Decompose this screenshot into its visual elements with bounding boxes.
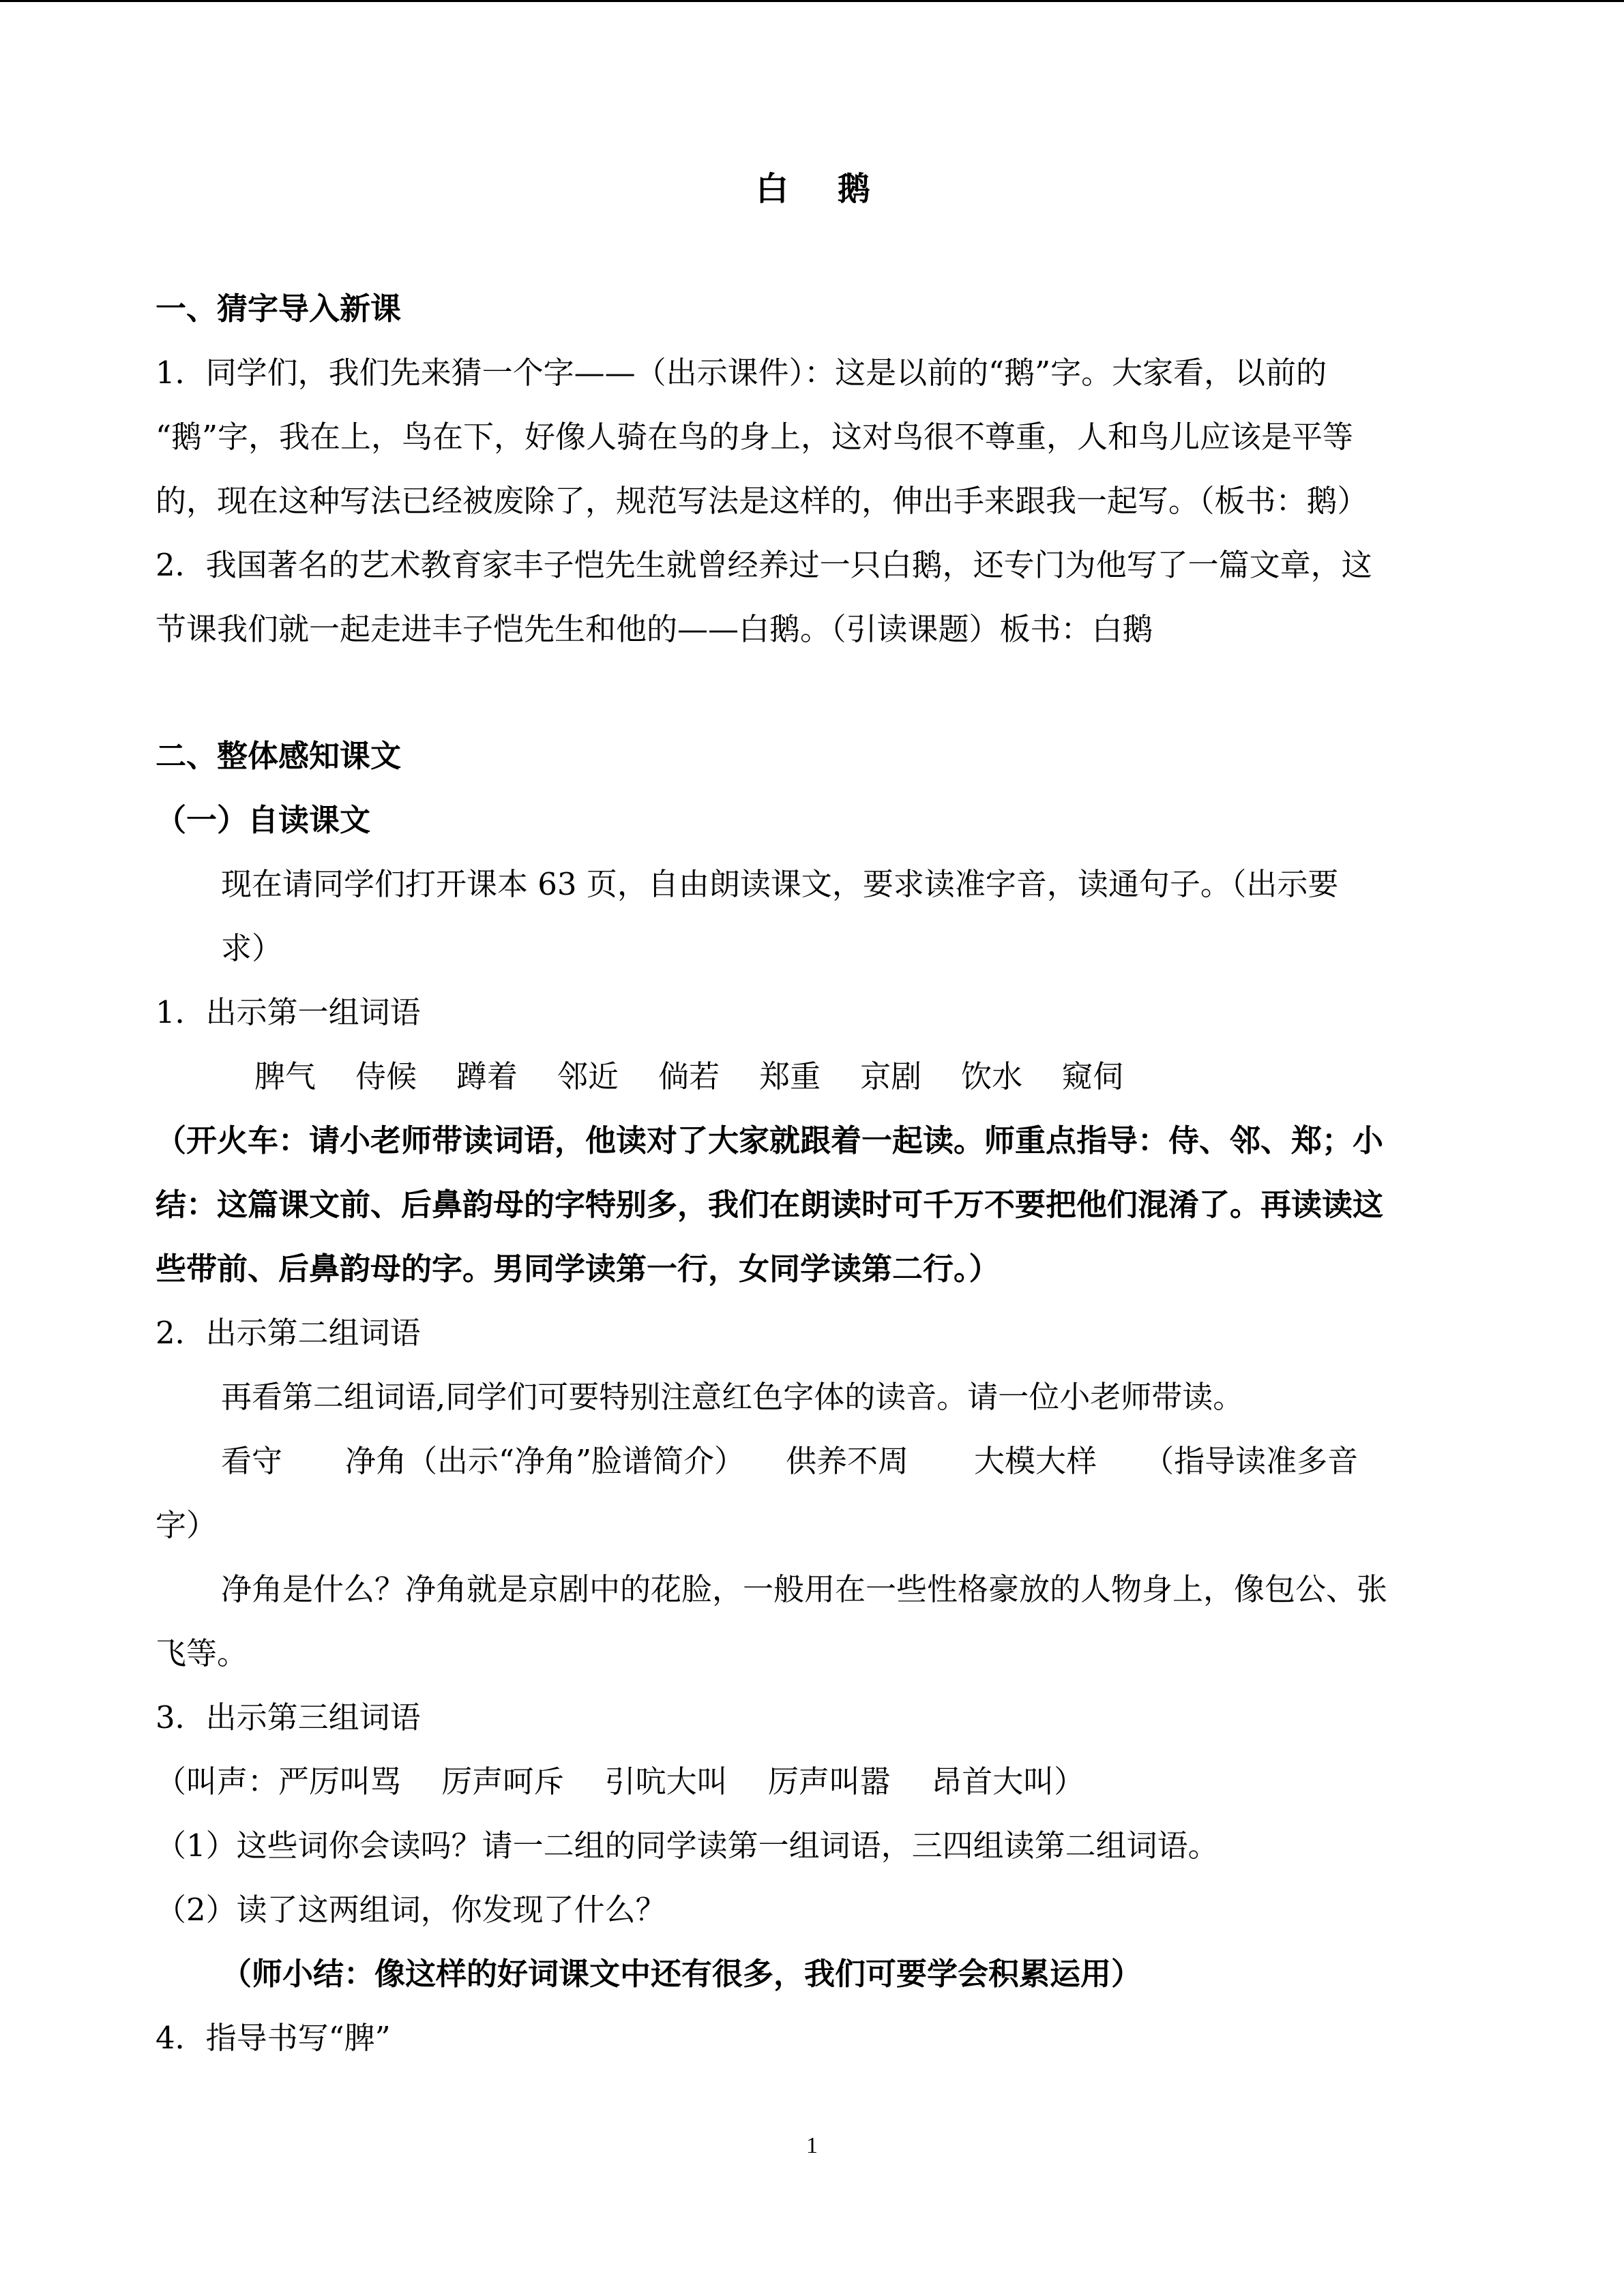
paragraph: 1．同学们，我们先来猜一个字——（出示课件）：这是以前的“鹅”字。大家看，以前的: [156, 355, 1327, 391]
group-2-words: [156, 1429, 1472, 1493]
word: 脾气: [254, 1058, 316, 1094]
paragraph: “鹅”字，我在上，鸟在下，好像人骑在鸟的身上，这对鸟很不尊重，人和鸟儿应该是平等: [156, 419, 1354, 455]
word: 京剧: [860, 1058, 922, 1094]
document-body: [156, 157, 1472, 2070]
question: （1）这些词你会读吗？请一二组的同学读第一组词语，三四组读第二组词语。: [156, 1828, 1219, 1864]
word: 蹲着: [456, 1058, 518, 1094]
group-1-label: 1．出示第一组词语: [156, 994, 421, 1030]
top-border: [0, 0, 1624, 2]
paragraph: 的，现在这种写法已经被废除了，规范写法是这样的，伸出手来跟我一起写。（板书：鹅）: [156, 483, 1368, 519]
group-4-label: 4．指导书写“脾”: [156, 2020, 391, 2056]
group-1-note: 些带前、后鼻韵母的字。男同学读第一行，女同学读第二行。）: [156, 1251, 1000, 1287]
word: 郑重: [759, 1058, 821, 1094]
page-title: 白 鹅: [755, 170, 872, 208]
section-1-heading: 一、猜字导入新课: [156, 290, 402, 327]
word: 看守: [221, 1443, 283, 1479]
paragraph: 现在请同学们打开课本 63 页，自由朗读课文，要求读准字音，读通句子。（出示要: [221, 866, 1339, 902]
word: （指导读准多音: [1143, 1443, 1359, 1479]
group-1-note: 结：这篇课文前、后鼻韵母的字特别多，我们在朗读时可千万不要把他们混淆了。再读读这: [156, 1187, 1384, 1223]
paragraph: 求）: [221, 930, 283, 966]
paragraph: 节课我们就一起走进丰子恺先生和他的——白鹅。（引读课题）板书：白鹅: [156, 611, 1153, 647]
word: 窥伺: [1062, 1058, 1124, 1094]
group-3-words: （叫声：严厉叫骂 厉声呵斥 引吭大叫 厉声叫嚣 昂首大叫）: [156, 1763, 1085, 1800]
word: 邻近: [557, 1058, 619, 1094]
subsection-heading: （一）自读课文: [156, 802, 371, 838]
word: 净角（出示“净角”脸谱简介）: [345, 1443, 745, 1479]
page-number: 1: [806, 2133, 818, 2158]
word: 倘若: [658, 1058, 720, 1094]
group-3-label: 3．出示第三组词语: [156, 1699, 421, 1735]
group-2-label: 2．出示第二组词语: [156, 1315, 421, 1351]
word: 饮水: [961, 1058, 1023, 1094]
word: 供养不周: [786, 1443, 909, 1479]
paragraph: 飞等。: [156, 1635, 248, 1671]
paragraph: 字）: [156, 1507, 218, 1543]
teacher-summary: （师小结：像这样的好词课文中还有很多，我们可要学会积累运用）: [221, 1956, 1142, 1992]
question: （2）读了这两组词，你发现了什么？: [156, 1892, 666, 1928]
word: 大模大样: [974, 1443, 1097, 1479]
paragraph: 净角是什么？净角就是京剧中的花脸，一般用在一些性格豪放的人物身上，像包公、张: [221, 1571, 1388, 1607]
group-2-intro: 再看第二组词语,同学们可要特别注意红色字体的读音。请一位小老师带读。: [221, 1379, 1244, 1415]
section-2-heading: 二、整体感知课文: [156, 738, 402, 774]
group-1-note: （开火车：请小老师带读词语，他读对了大家就跟着一起读。师重点指导：侍、邻、郑；小: [156, 1122, 1384, 1159]
paragraph: 2．我国著名的艺术教育家丰子恺先生就曾经养过一只白鹅，还专门为他写了一篇文章，这: [156, 547, 1372, 583]
word: 侍候: [355, 1058, 417, 1094]
group-1-words: [156, 1045, 1472, 1109]
